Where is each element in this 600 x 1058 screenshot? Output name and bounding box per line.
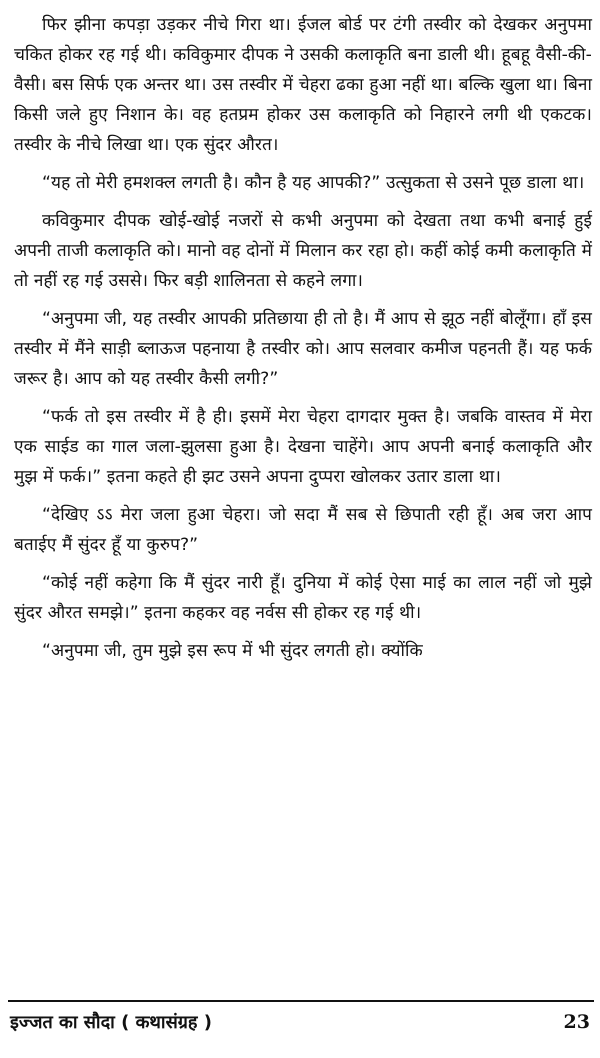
footer-divider <box>8 1000 594 1002</box>
paragraph-6: “देखिए ऽऽ मेरा जला हुआ चेहरा। जो सदा मैं सब से छिपाती रही हूँ। अब जरा आप बताईए मैं सुंदर हूँ या कुरुप?” <box>14 505 592 555</box>
paragraph-2: “यह तो मेरी हमशक्ल लगती है। कौन है यह आपकी?” उत्सुकता से उसने पूछ डाला था। <box>42 173 585 193</box>
page-number: 23 <box>563 1011 590 1033</box>
paragraph-4: “अनुपमा जी, यह तस्वीर आपकी प्रतिछाया ही तो है। मैं आप से झूठ नहीं बोलूँगा। हाँ इस तस्वीर में मैंने साड़ी ब्लाऊज पहनाया है तस्वीर को। आप सलवार कमीज पहनती हैं। यह फर्क जरूर है। आप को यह तस्वीर कैसी लगी?” <box>14 309 592 389</box>
page-footer <box>10 1010 590 1034</box>
book-title: इज्जत का सौदा ( कथासंग्रह ) <box>10 1012 212 1033</box>
paragraph-3: कविकुमार दीपक खोई-खोई नजरों से कभी अनुपमा को देखता तथा कभी बनाई हुई अपनी ताजी कलाकृति को। मानो वह दोनों में मिलान कर रहा हो। कहीं कोई कमी कलाकृति में तो नहीं रह गई उससे। फिर बड़ी शालिनता से कहने लगा। <box>14 211 592 291</box>
paragraph-5: “फर्क तो इस तस्वीर में है ही। इसमें मेरा चेहरा दागदार मुक्त है। जबकि वास्तव में मेरा एक साईड का गाल जला-झुलसा हुआ है। देखना चाहेंगे। आप अपनी बनाई कलाकृति और मुझ में फर्क।” इतना कहते ही झट उसने अपना दुप्परा खोलकर उतार डाला था। <box>14 407 592 487</box>
paragraph-7: “कोई नहीं कहेगा कि मैं सुंदर नारी हूँ। दुनिया में कोई ऐसा माई का लाल नहीं जो मुझे सुंदर औरत समझे।” इतना कहकर वह नर्वस सी होकर रह गई थी। <box>14 573 592 623</box>
paragraph-8: “अनुपमा जी, तुम मुझे इस रूप में भी सुंदर लगती हो। क्योंकि <box>42 641 423 661</box>
page-body <box>14 10 592 674</box>
paragraph-1: फिर झीना कपड़ा उड़कर नीचे गिरा था। ईजल बोर्ड पर टंगी तस्वीर को देखकर अनुपमा चकित होकर रह गई थी। कविकुमार दीपक ने उसकी कलाकृति बना डाली थी। हूबहू वैसी-की-वैसी। बस सिर्फ एक अन्तर था। उस तस्वीर में चेहरा ढका हुआ नहीं था। बल्कि खुला था। बिना किसी जले हुए निशान के। वह हतप्रम होकर उस कलाकृति को निहारने लगी थी एकटक। तस्वीर के नीचे लिखा था। एक सुंदर औरत। <box>14 15 592 155</box>
